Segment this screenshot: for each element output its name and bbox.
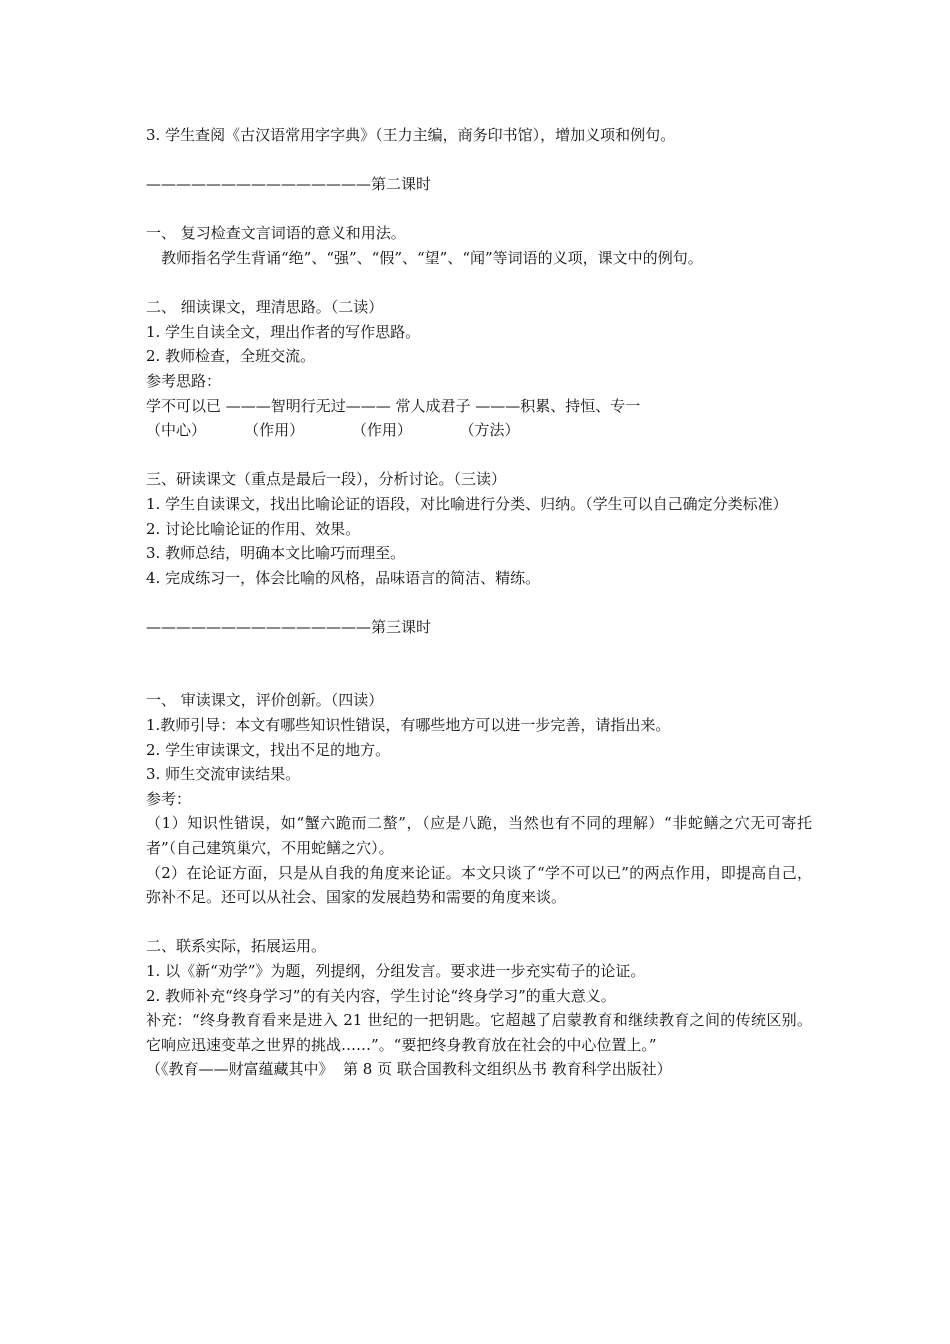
section-evaluate-title: 一、 审读课文，评价创新。（四读） <box>146 691 384 710</box>
spacer <box>146 910 812 935</box>
reference-item: （2）在论证方面，只是从自我的角度来论证。本文只谈了“学不可以已”的两点作用，即提高自己，弥补不足。还可以从社会、国家的发展趋势和需要的角度来谈。 <box>146 863 812 907</box>
list-item: 2. 教师检查，全班交流。 <box>146 347 316 366</box>
document-body <box>146 123 812 1082</box>
list-item: 2. 教师补充“终身学习”的有关内容，学生讨论“终身学习”的重大意义。 <box>146 986 616 1005</box>
paragraph-lookup-dictionary: 3. 学生查阅《古汉语常用字字典》（王力主编，商务印书馆），增加义项和例句。 <box>146 126 676 144</box>
citation-source: （《教育——财富蕴藏其中》 第 8 页 联合国教科文组织丛书 教育科学出版社） <box>146 1060 672 1079</box>
section-study-title: 三、研读课文（重点是最后一段），分析讨论。（三读） <box>146 470 507 489</box>
reference-label: 参考： <box>146 789 192 808</box>
reference-item: （1）知识性错误，如“蟹六跪而二螯”，（应是八跪，当然也有不同的理解）“非蛇鳝之穴无可寄托者”（自己建筑巢穴，不用蛇鳝之穴）。 <box>146 814 812 858</box>
spacer <box>146 590 812 615</box>
list-item: 3. 教师总结，明确本文比喻巧而理至。 <box>146 544 406 563</box>
thought-flow: 学不可以已 ———智明行无过——— 常人成君子 ———积累、持恒、专一 <box>146 396 641 415</box>
list-item: 2. 学生审读课文，找出不足的地方。 <box>146 740 391 759</box>
section-review-body: 教师指名学生背诵“绝”、“强”、“假”、“望”、“闻”等词语的义项，课文中的例句。 <box>161 248 703 267</box>
list-item: 2. 讨论比喻论证的作用、效果。 <box>146 519 361 538</box>
section-application-title: 二、联系实际，拓展运用。 <box>146 937 327 956</box>
divider-second-lesson: ———————————————第二课时 <box>146 175 432 194</box>
reference-label: 参考思路： <box>146 371 222 390</box>
list-item: 3. 师生交流审读结果。 <box>146 765 301 784</box>
list-item: 1. 学生自读全文，理出作者的写作思路。 <box>146 322 421 341</box>
list-item: 1. 学生自读课文，找出比喻论证的语段，对比喻进行分类、归纳。（学生可以自己确定分类标准） <box>146 494 788 513</box>
divider-third-lesson: ———————————————第三课时 <box>146 617 432 636</box>
spacer <box>146 639 812 688</box>
list-item: 4. 完成练习一，体会比喻的风格，品味语言的简洁、精练。 <box>146 568 541 587</box>
list-item: 1. 以《新“劝学”》为题，列提纲，分组发言。要求进一步充实荀子的论证。 <box>146 962 646 980</box>
spacer <box>146 148 812 173</box>
section-review-title: 一、 复习检查文言词语的意义和用法。 <box>146 224 406 243</box>
spacer <box>146 197 812 222</box>
spacer <box>146 271 812 296</box>
list-item: 1.教师引导：本文有哪些知识性错误，有哪些地方可以进一步完善，请指出来。 <box>146 716 671 735</box>
thought-flow-roles: （中心） （作用） （作用） （方法） <box>146 421 520 440</box>
section-close-reading-title: 二、 细读课文，理清思路。（二读） <box>146 298 384 317</box>
supplement-quote: 补充：“终身教育看来是进入 21 世纪的一把钥匙。它超越了启蒙教育和继续教育之间的传统区别。它响应迅速变革之世界的挑战……”。“要把终身教育放在社会的中心位置上。” <box>146 1011 812 1054</box>
spacer <box>146 443 812 468</box>
